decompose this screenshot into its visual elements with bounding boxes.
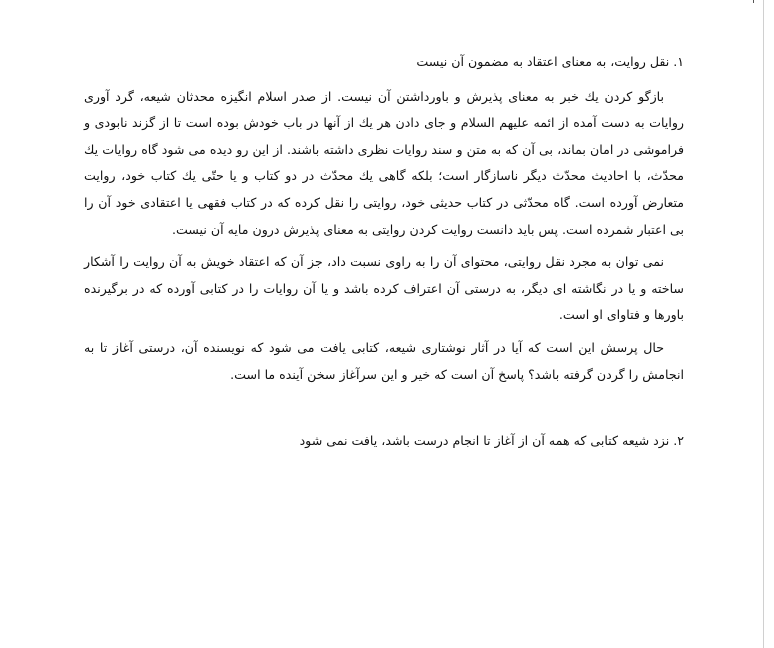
paragraph-1: بازگو كردن يك خبر به معناى پذيرش و باورداشتن آن نيست. از صدر اسلام انگيزه محدثان شيعه، گرد آورى روايات به دست آمده از ائمه عليهم السلام و جاى دادن هر يك از آنها در باب خودش بوده است تا از گزند نابودى و فراموشى در امان بماند، بى آن كه به متن و سند روايات نظرى داشته باشند. از اين رو ديده مى شود گاه روايات يك محدّث، با احاديث محدّث ديگر ناسازگار است؛ بلكه گاهى يك محدّث در دو كتاب و يا حتّى يك كتاب خود، روايت متعارض آورده است. گاه محدّثى در كتاب حديثى خود، روايتى را نقل كرده كه در كتاب فقهى يا اعتقادى خود آن را بى اعتبار شمرده است. پس بايد دانست روايت كردن روايتى به معناى پذيرش درون مايه آن نيست. [84, 88, 684, 237]
paragraph-2: نمى توان به مجرد نقل روايتى، محتواى آن را به راوى نسبت داد، جز آن كه اعتقاد خويش به آن روايت را آشكار ساخته و يا در نگاشته اى ديگر، به درستى آن اعتراف كرده باشد و يا آن روايات را در كتابى آورده كه در برگيرنده باورها و فتاواى او است. [84, 254, 684, 323]
page-corner-mark [753, 0, 754, 3]
section-heading-1: ١. نقل روايت، به معناى اعتقاد به مضمون آن نيست [416, 54, 684, 69]
document-body [84, 49, 684, 455]
paragraph-3: حال پرسش اين است كه آيا در آثار نوشتارى شيعه، كتابى يافت مى شود كه نويسنده آن، درستى آغاز تا به انجامش را گردن گرفته باشد؟ پاسخ آن است كه خير و اين سرآغاز سخن آينده ما است. [84, 339, 684, 382]
section-heading-2: ٢. نزد شيعه كتابى كه همه آن از آغاز تا انجام درست باشد، يافت نمى شود [299, 433, 684, 449]
